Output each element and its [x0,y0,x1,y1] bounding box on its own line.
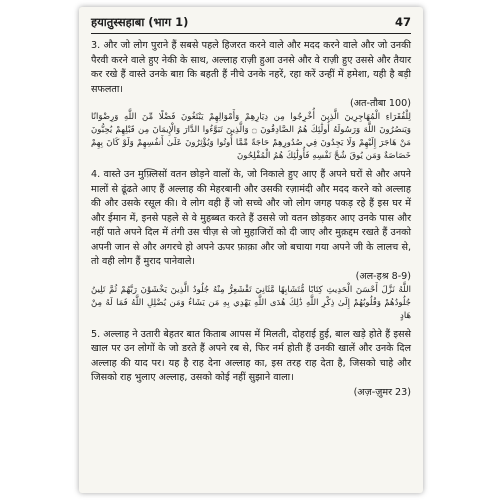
page-number: 47 [394,15,411,29]
paragraph-4: 4. वास्ते उन मुफ़्लिसों वतन छोड़ने वालों के, जो निकाले हुए आए हैं अपने घरों से और अपने मालों से ढूंढते आए हैं अल्लाह की मेहरबानी और उसकी रज़ामंदी और मदद करने को अल्लाह की और उसके रसूल की। वे लोग वही हैं जो सच्चे और जो लोग जगह पकड़ रहे हैं इस घर में और ईमान में, इनसे पहले से वे मुहब्बत करते हैं उससे जो वतन छोड़कर आए उनके पास और नहीं पाते अपने दिल में तंगी उस चीज़ से जो मुहाजिरों को दी जाए और मुक़द्दम रखते हैं उनको अपनी जान से और अगरचे हो अपने ऊपर फ़ाक़ा और जो बचाया गया अपने जी के लालच से, तो वही लोग हैं मुराद पानेवाले। [91,169,411,267]
reference-5: (अज़-ज़ुमर 23) [353,386,411,398]
verse-section-5 [91,328,411,399]
paragraph-3: 3. और जो लोग पुराने हैं सबसे पहले हिजरत करने वाले और मदद करने वाले और जो उनकी पैरवी करने वाले हुए नेकी के साथ, अल्लाह राज़ी हुआ उनसे और वे राज़ी हुए उससे और तैयार कर रखे हैं वास्ते उनके बाग़ कि बहती हैं नीचे उनके नहरें, रहा करें उन्हीं में हमेशा, यही है बड़ी सफलता। [91,40,411,95]
header-rule [91,33,411,34]
reference-4: (अल-हश्र 8-9) [355,270,411,282]
book-page [79,7,423,493]
verse-section-3 [91,39,411,110]
verse-section-4 [91,168,411,283]
reference-3: (अत-तौबा 100) [349,98,411,109]
arabic-verse-2: اللَّهُ نَزَّلَ أَحْسَنَ الْحَدِيثِ كِتَابًا مُّتَشَابِهًا مَّثَانِيَ تَقْشَعِرُّ مِنْهُ جُلُودُ الَّذِينَ يَخْشَوْنَ رَبَّهُمْ ثُمَّ تَلِينُ جُلُودُهُمْ وَقُلُوبُهُمْ إِلَىٰ ذِكْرِ اللَّهِ ذَٰلِكَ هُدَى اللَّهِ يَهْدِي بِهِ مَن يَشَاءُ وَمَن يُضْلِلِ اللَّهُ فَمَا لَهُ مِنْ هَادٍ [91,284,411,321]
page-header [91,15,411,31]
book-title: हयातुस्सहाबा (भाग 1) [91,15,189,29]
arabic-verse-1: لِلْفُقَرَاءِ الْمُهَاجِرِينَ الَّذِينَ أُخْرِجُوا مِن دِيَارِهِمْ وَأَمْوَالِهِمْ يَبْتَغُونَ فَضْلًا مِّنَ اللَّهِ وَرِضْوَانًا وَيَنصُرُونَ اللَّهَ وَرَسُولَهُ أُولَٰئِكَ هُمُ الصَّادِقُونَ ۝ وَالَّذِينَ تَبَوَّءُوا الدَّارَ وَالْإِيمَانَ مِن قَبْلِهِمْ يُحِبُّونَ مَنْ هَاجَرَ إِلَيْهِمْ وَلَا يَجِدُونَ فِي صُدُورِهِمْ حَاجَةً مِّمَّا أُوتُوا وَيُؤْثِرُونَ عَلَىٰ أَنفُسِهِمْ وَلَوْ كَانَ بِهِمْ خَصَاصَةٌ وَمَن يُوقَ شُحَّ نَفْسِهِ فَأُولَٰئِكَ هُمُ الْمُفْلِحُونَ [91,112,411,161]
paragraph-5: 5. अल्लाह ने उतारी बेहतर बात किताब आपस में मिलती, दोहराई हुई, बाल खड़े होते हैं इससे खाल पर उन लोगों के जो डरते हैं अपने रब से, फिर नर्म होती हैं उनकी खालें और उनके दिल अल्लाह की याद पर। यह है राह देना अल्लाह का, इस तरह राह देता है, जिसको चाहे और जिसको राह भुलाए अल्लाह, उसको कोई नहीं सुझाने वाला। [91,328,411,383]
